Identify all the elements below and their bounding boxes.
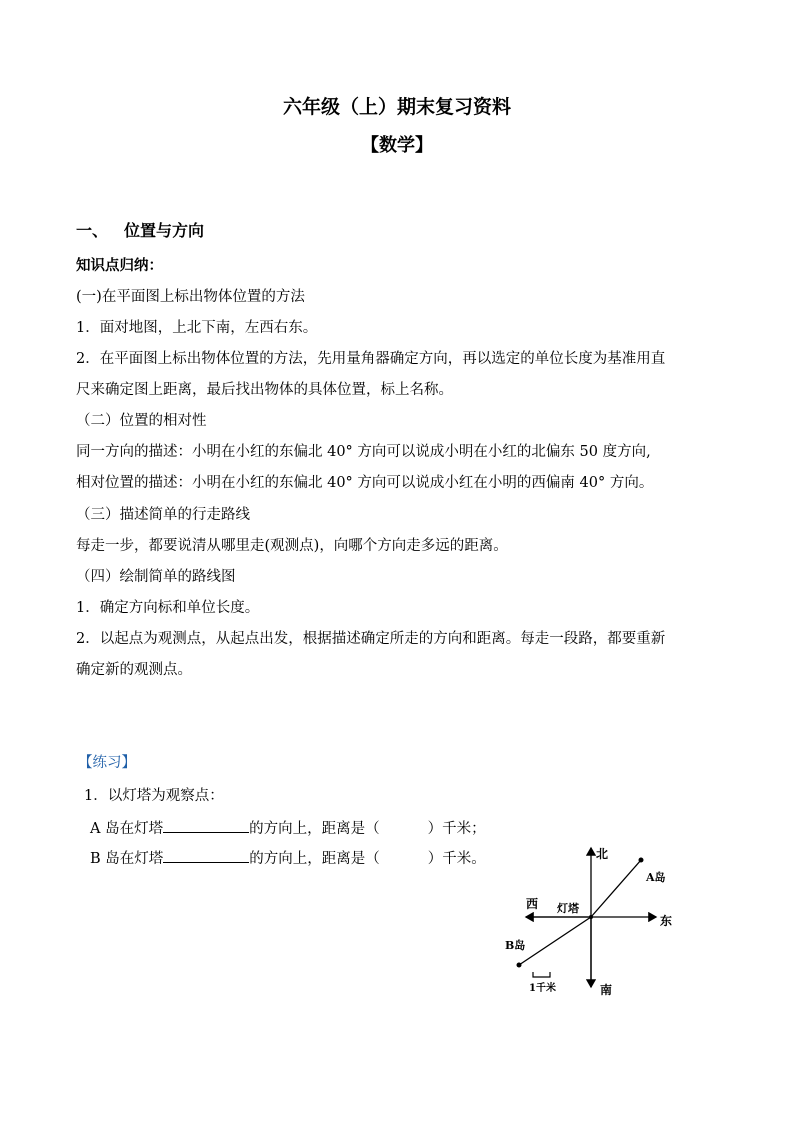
answer-b-direction-blank[interactable] xyxy=(163,848,249,863)
knowledge-line: 1．面对地图，上北下南，左西右东。 xyxy=(76,320,318,336)
knowledge-line: 1．确定方向标和单位长度。 xyxy=(76,600,260,616)
line-to-island-b xyxy=(519,917,591,965)
knowledge-label: 知识点归纳： xyxy=(76,257,163,274)
question-b-prefix: B 岛在灯塔 xyxy=(90,851,164,867)
lighthouse-diagram xyxy=(490,835,690,1000)
island-a-point xyxy=(639,858,644,863)
section-heading xyxy=(76,218,204,241)
practice-label: 【练习】 xyxy=(78,755,136,771)
knowledge-line: 2．在平面图上标出物体位置的方法，先用量角器确定方向，再以选定的单位长度为基准用直 xyxy=(76,351,666,367)
question-b-suffix: ）千米。 xyxy=(427,851,486,867)
island-a-label: A岛 xyxy=(646,871,666,884)
knowledge-line: (一)在平面图上标出物体位置的方法 xyxy=(76,289,305,305)
east-label: 东 xyxy=(660,914,673,928)
question-a-mid: 的方向上，距离是（ xyxy=(249,821,380,837)
scale-bar xyxy=(533,972,550,977)
island-b-label: B岛 xyxy=(505,939,526,952)
answer-a-direction-blank[interactable] xyxy=(163,818,249,833)
section-number: 一、 xyxy=(76,221,109,240)
knowledge-line: 相对位置的描述：小明在小红的东偏北 40° 方向可以说成小红在小明的西偏南 40° 方向。 xyxy=(76,475,654,491)
question-b-line xyxy=(90,848,486,869)
lighthouse-label: 灯塔 xyxy=(557,902,579,915)
knowledge-line: 2．以起点为观测点，从起点出发，根据描述确定所走的方向和距离。每走一段路，都要重新 xyxy=(76,631,666,647)
island-b-point xyxy=(517,963,522,968)
north-label: 北 xyxy=(596,847,609,861)
knowledge-line: 尺来确定图上距离，最后找出物体的具体位置，标上名称。 xyxy=(76,382,453,398)
document-subtitle: 【数学】 xyxy=(361,135,433,156)
document-title: 六年级（上）期末复习资料 xyxy=(282,96,511,118)
question-a-suffix: ）千米； xyxy=(427,821,486,837)
knowledge-line: （三）描述简单的行走路线 xyxy=(76,507,250,523)
west-label: 西 xyxy=(526,897,539,911)
knowledge-line: 确定新的观测点。 xyxy=(76,662,192,678)
line-to-island-a xyxy=(591,860,641,917)
question-b-mid: 的方向上，距离是（ xyxy=(249,851,380,867)
scale-label: 1千米 xyxy=(529,983,556,994)
question-a-line xyxy=(90,818,486,839)
question-a-prefix: A 岛在灯塔 xyxy=(90,821,164,837)
knowledge-line: （四）绘制简单的路线图 xyxy=(76,569,236,585)
question-1: 1．以灯塔为观察点： xyxy=(84,788,224,804)
knowledge-line: 同一方向的描述：小明在小红的东偏北 40° 方向可以说成小明在小红的北偏东 50 度方向, xyxy=(76,444,651,460)
knowledge-line: 每走一步，都要说清从哪里走(观测点)，向哪个方向走多远的距离。 xyxy=(76,538,508,554)
section-title: 位置与方向 xyxy=(124,221,205,240)
lighthouse-point xyxy=(589,915,593,919)
south-label: 南 xyxy=(600,983,613,997)
knowledge-line: （二）位置的相对性 xyxy=(76,413,207,429)
